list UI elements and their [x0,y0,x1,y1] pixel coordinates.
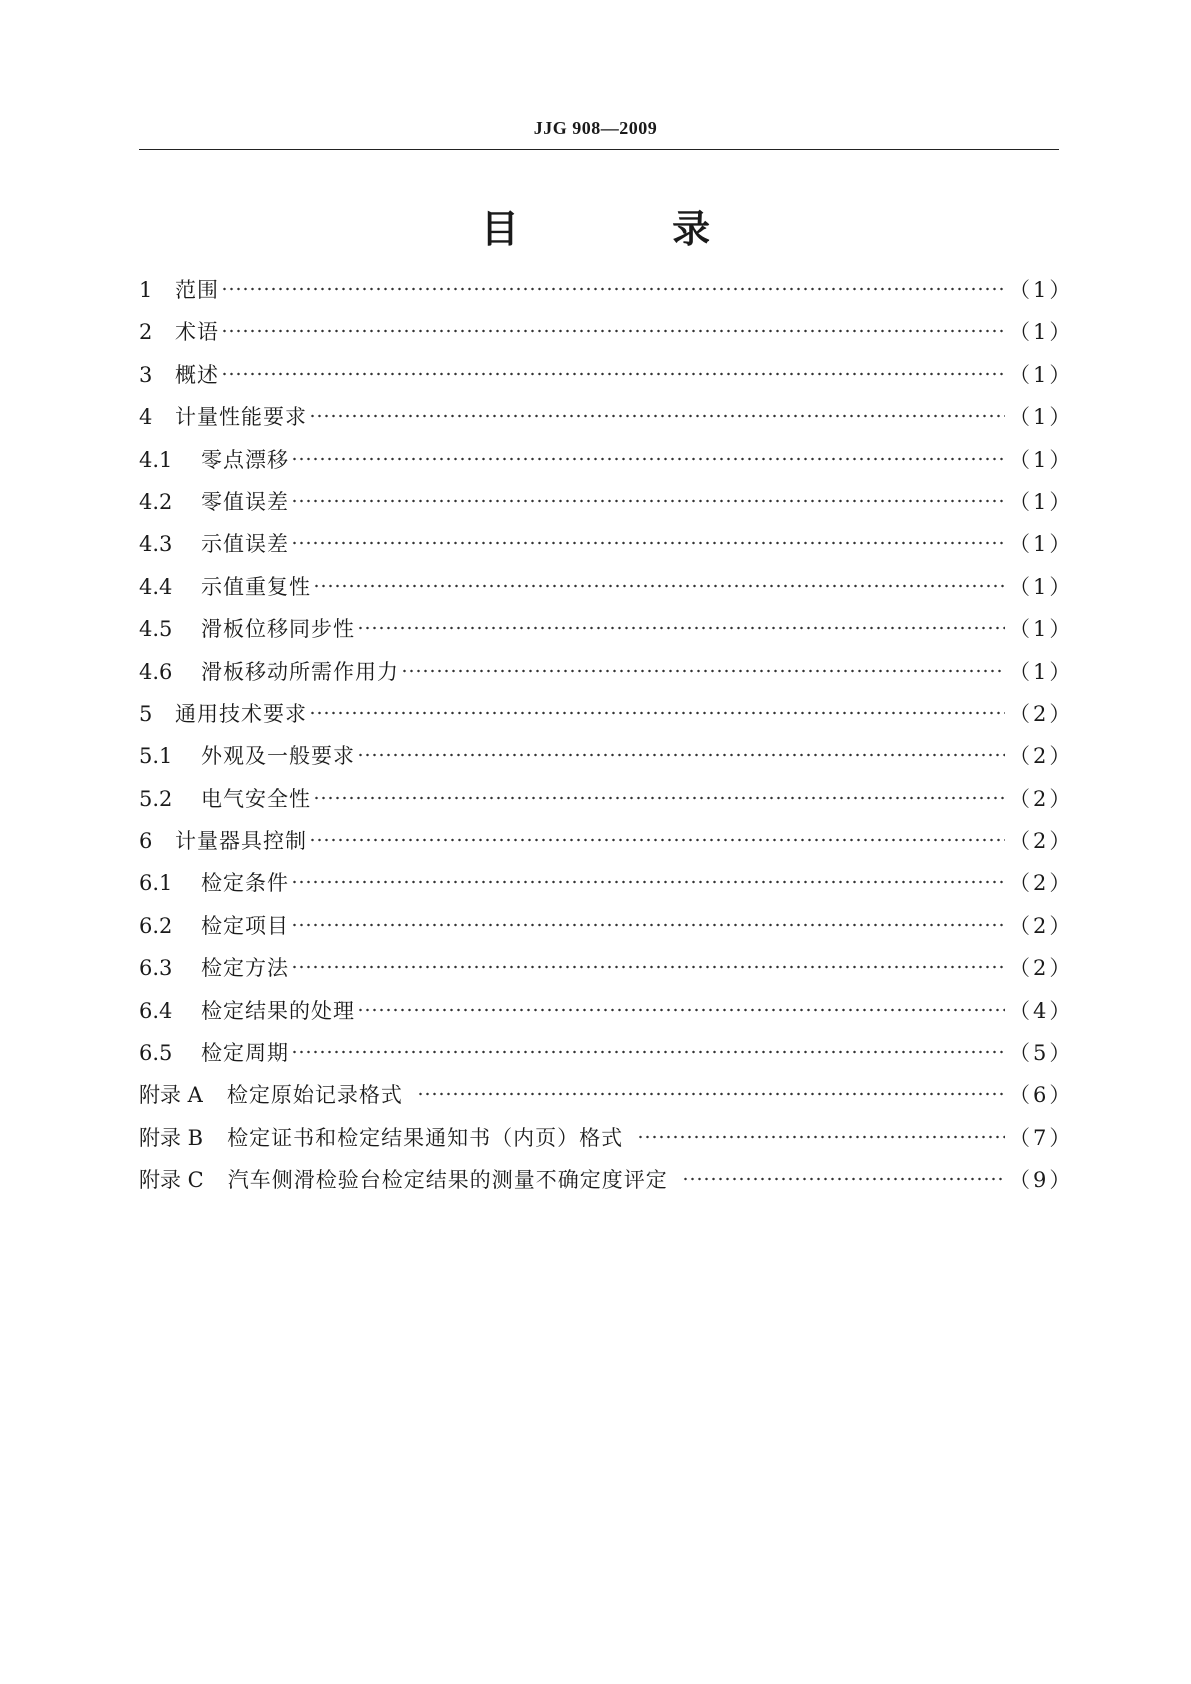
toc-entry-title: 检定方法 [201,956,289,981]
toc-entry-title: 概述 [175,362,219,387]
toc-entry[interactable] [139,359,1074,401]
toc-dot-leader [682,1176,1005,1182]
toc-entry-number: 5 [139,701,153,726]
toc-entry[interactable] [139,1079,1074,1121]
toc-entry-number: 1 [139,278,153,302]
toc-entry-number: 6.1 [139,871,173,896]
toc-dot-leader [291,922,1005,928]
toc-entry-title: 检定原始记录格式 [226,1083,403,1108]
toc-entry-page: （9） [1009,1168,1074,1193]
toc-entry-number: 6.4 [139,998,173,1023]
toc-entry[interactable] [139,825,1074,867]
toc-entry-title: 范围 [175,278,219,302]
toc-entry-number: 4.1 [139,447,173,472]
toc-entry-number: 2 [139,320,153,345]
toc-entry-number: 4.5 [139,617,173,642]
toc-dot-leader [221,328,1005,334]
toc-entry[interactable] [139,740,1074,782]
toc-entry[interactable] [139,656,1074,698]
toc-dot-leader [291,964,1005,970]
table-of-contents [139,274,1074,1207]
toc-entry[interactable] [139,1164,1074,1206]
toc-title: 目 录 [480,207,781,251]
toc-entry-title: 零点漂移 [201,447,289,472]
toc-entry-page: （6） [1009,1083,1074,1108]
toc-entry-page: （5） [1009,1041,1074,1066]
toc-entry-number: 4.2 [139,489,173,514]
toc-entry-title: 外观及一般要求 [201,744,355,769]
toc-entry-number: 4.3 [139,532,173,557]
toc-entry-number: 4.6 [139,659,173,684]
toc-entry-number: 附录 C [139,1168,204,1193]
toc-entry-title: 示值重复性 [201,574,311,599]
toc-entry-title: 汽车侧滑检验台检定结果的测量不确定度评定 [227,1168,668,1193]
toc-dot-leader [221,286,1005,292]
toc-entry[interactable] [139,952,1074,994]
toc-entry-page: （1） [1009,320,1074,345]
toc-entry[interactable] [139,528,1074,570]
toc-entry[interactable] [139,995,1074,1037]
toc-entry-page: （2） [1009,913,1074,938]
toc-dot-leader [291,456,1005,462]
toc-entry-page: （1） [1009,405,1074,430]
toc-entry[interactable] [139,316,1074,358]
toc-entry-number: 5.1 [139,744,173,769]
toc-entry-number: 附录 A [139,1083,203,1108]
toc-entry-number: 3 [139,362,153,387]
toc-dot-leader [313,583,1005,589]
toc-entry-page: （2） [1009,871,1074,896]
toc-entry-title: 滑板移动所需作用力 [201,659,399,684]
toc-entry[interactable] [139,698,1074,740]
toc-entry-page: （1） [1009,574,1074,599]
toc-dot-leader [291,540,1005,546]
toc-entry-title: 计量性能要求 [175,405,307,430]
document-code-header: JJG 908—2009 [533,118,658,138]
toc-entry-title: 通用技术要求 [175,701,307,726]
toc-entry-title: 检定结果的处理 [201,998,355,1023]
toc-entry[interactable] [139,910,1074,952]
toc-entry-number: 4 [139,405,153,430]
toc-entry[interactable] [139,1037,1074,1079]
toc-entry-title: 检定证书和检定结果通知书（内页）格式 [227,1125,624,1150]
toc-entry-page: （1） [1009,447,1074,472]
toc-entry[interactable] [139,274,1074,316]
toc-dot-leader [291,879,1005,885]
toc-entry[interactable] [139,444,1074,486]
toc-dot-leader [291,498,1005,504]
toc-entry[interactable] [139,783,1074,825]
toc-entry-page: （1） [1009,489,1074,514]
toc-entry[interactable] [139,571,1074,613]
toc-entry[interactable] [139,1122,1074,1164]
toc-entry-page: （2） [1009,829,1074,854]
toc-entry[interactable] [139,486,1074,528]
toc-entry-number: 4.4 [139,574,173,599]
toc-entry-page: （1） [1009,362,1074,387]
toc-dot-leader [309,710,1005,716]
toc-dot-leader [357,752,1005,758]
toc-entry-title: 电气安全性 [201,786,311,811]
toc-entry-number: 6.2 [139,913,173,938]
toc-entry-page: （1） [1009,617,1074,642]
toc-dot-leader [637,1134,1005,1140]
toc-dot-leader [221,371,1005,377]
toc-dot-leader [417,1091,1005,1097]
toc-entry-page: （4） [1009,998,1074,1023]
toc-entry-number: 附录 B [139,1125,204,1150]
toc-dot-leader [401,668,1005,674]
toc-entry-number: 6 [139,829,153,854]
toc-entry-title: 示值误差 [201,532,289,557]
toc-entry-page: （2） [1009,956,1074,981]
toc-entry[interactable] [139,401,1074,443]
toc-dot-leader [357,625,1005,631]
toc-entry-title: 术语 [175,320,219,345]
toc-entry-title: 计量器具控制 [175,829,307,854]
toc-entry-title: 检定项目 [201,913,289,938]
toc-entry-page: （7） [1009,1125,1074,1150]
toc-dot-leader [313,795,1005,801]
toc-dot-leader [309,413,1005,419]
toc-entry-title: 滑板位移同步性 [201,617,355,642]
toc-entry-page: （1） [1009,278,1074,302]
toc-entry-page: （2） [1009,744,1074,769]
toc-entry-page: （1） [1009,659,1074,684]
toc-dot-leader [291,1049,1005,1055]
toc-entry-title: 零值误差 [201,489,289,514]
toc-entry[interactable] [139,613,1074,655]
toc-entry-number: 5.2 [139,786,173,811]
toc-dot-leader [357,1007,1005,1013]
toc-entry[interactable] [139,867,1074,909]
toc-entry-number: 6.3 [139,956,173,981]
toc-entry-title: 检定周期 [201,1041,289,1066]
header-divider [139,149,1059,150]
toc-dot-leader [309,837,1005,843]
toc-entry-title: 检定条件 [201,871,289,896]
toc-entry-page: （1） [1009,532,1074,557]
toc-entry-page: （2） [1009,786,1074,811]
toc-entry-page: （2） [1009,701,1074,726]
toc-entry-number: 6.5 [139,1041,173,1066]
